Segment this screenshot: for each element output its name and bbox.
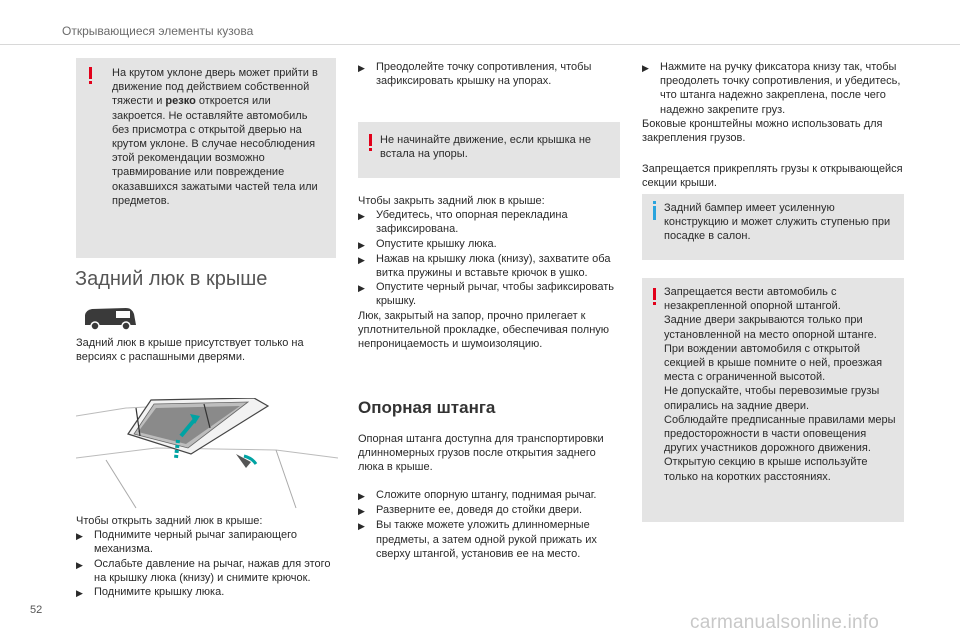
warning-line: Соблюдайте предписанные правилами меры предосторожности в части оповещения других участников дорожного движения. [664, 413, 896, 455]
list-item: ▶ Сложите опорную штангу, поднимая рычаг. [358, 489, 597, 501]
warning-line: При вождении автомобиля с открытой секцией в крыше помните о ней, проезжая места с ограниченной высотой. [664, 342, 883, 384]
warning-box-driving [642, 278, 904, 522]
open-hatch-instructions [76, 514, 338, 600]
list-item: ▶ Разверните ее, доведя до стойки двери. [358, 504, 583, 517]
warning-text: На крутом уклоне дверь может прийти в движение под действием собственной тяжести и резко откроется или закроется. Не оставляйте автомобиль без присмотра с открытой дверью на крутом уклоне. В случае несоблюдения этой рекомендации возможно травмирование или повреждение оказавшихся зажатыми частей тела или предметов. [112, 67, 318, 207]
warning-line: Открытую секцию в крыше используйте только на коротких расстояниях. [664, 456, 868, 483]
open-title: Чтобы открыть задний люк в крыше: [76, 515, 263, 527]
warning-icon [653, 288, 656, 300]
support-bar-intro: Опорная штанга доступна для транспортировки длинномерных грузов после открытия заднего люка в крыше. [358, 433, 604, 474]
warning-box-slope [76, 58, 336, 258]
warning-line: Запрещается вести автомобиль с незакрепленной опорной штангой. [664, 286, 841, 313]
warning-line: Задние двери закрываются только при установленной на место опорной штанге. [664, 314, 877, 341]
warning-icon [369, 134, 372, 146]
roof-hatch-intro: Задний люк в крыше присутствует только на версиях с распашными дверями. [76, 337, 304, 364]
list-item: ▶ Опустите черный рычаг, чтобы зафиксировать крышку. [358, 281, 615, 308]
section-title-support-bar: Опорная штанга [358, 398, 496, 417]
list-item: ▶ Нажав на крышку люка (книзу), захватите оба витка пружины и вставьте крючок в ушко. [358, 252, 611, 280]
page-header: Открывающиеся элементы кузова [62, 24, 254, 38]
warning-bold-word: резко [165, 95, 196, 108]
warning-box-supports [358, 122, 620, 178]
support-bar-steps [358, 488, 622, 561]
list-item: ▶ Опустите крышку люка. [358, 237, 497, 250]
list-item: ▶ Ослабьте давление на рычаг, нажав для этого на крышку люка (книзу) и снимите крючок. [76, 557, 331, 584]
close-note: Люк, закрытый на запор, прочно прилегает к уплотнительной прокладке, обеспечивая полную непроницаемость и шумоизоляцию. [358, 309, 610, 351]
info-box-bumper [642, 194, 904, 260]
list-item: ▶ Поднимите крышку люка. [76, 586, 225, 599]
header-divider [0, 44, 960, 45]
step-lock-hatch: ▶ Преодолейте точку сопротивления, чтобы зафиксировать крышку на упорах. [358, 61, 592, 88]
note-roof-loads: Запрещается прикреплять грузы к открывающейся секции крыши. [642, 163, 903, 190]
close-title: Чтобы закрыть задний люк в крыше: [358, 195, 545, 207]
page-number: 52 [30, 604, 43, 616]
info-text: Задний бампер имеет усиленную конструкцию и может служить ступенью при посадке в салон. [664, 202, 891, 243]
step-lock-bar: ▶ Нажмите на ручку фиксатора книзу так, чтобы преодолеть точку сопротивления, и убедитесь, что штанга надежно закреплена, после чего надежно закрепите груз. Боковые кронштейны можно использовать для закрепления грузов. [642, 60, 904, 145]
section-title-roof-hatch: Задний люк в крыше [75, 268, 268, 290]
watermark: carmanualsonline.info [690, 612, 880, 633]
warning-line: Не допускайте, чтобы перевозимые грузы опирались на задние двери. [664, 385, 880, 412]
van-icon [80, 305, 140, 333]
warning-icon [89, 67, 92, 79]
list-item: ▶ Убедитесь, что опорная перекладина зафиксирована. [358, 209, 568, 236]
warning-text: Не начинайте движение, если крышка не встала на упоры. [380, 134, 592, 161]
info-icon [653, 206, 656, 220]
list-item: ▶ Вы также можете уложить длинномерные предметы, а затем одной рукой прижать их сверху штангой, установив ее на место. [358, 519, 597, 560]
note-side-brackets: Боковые кронштейны можно использовать для закрепления грузов. [642, 117, 883, 145]
roof-hatch-illustration [76, 398, 338, 510]
close-hatch-instructions [358, 194, 622, 351]
list-item: ▶ Поднимите черный рычаг запирающего механизма. [76, 529, 297, 556]
